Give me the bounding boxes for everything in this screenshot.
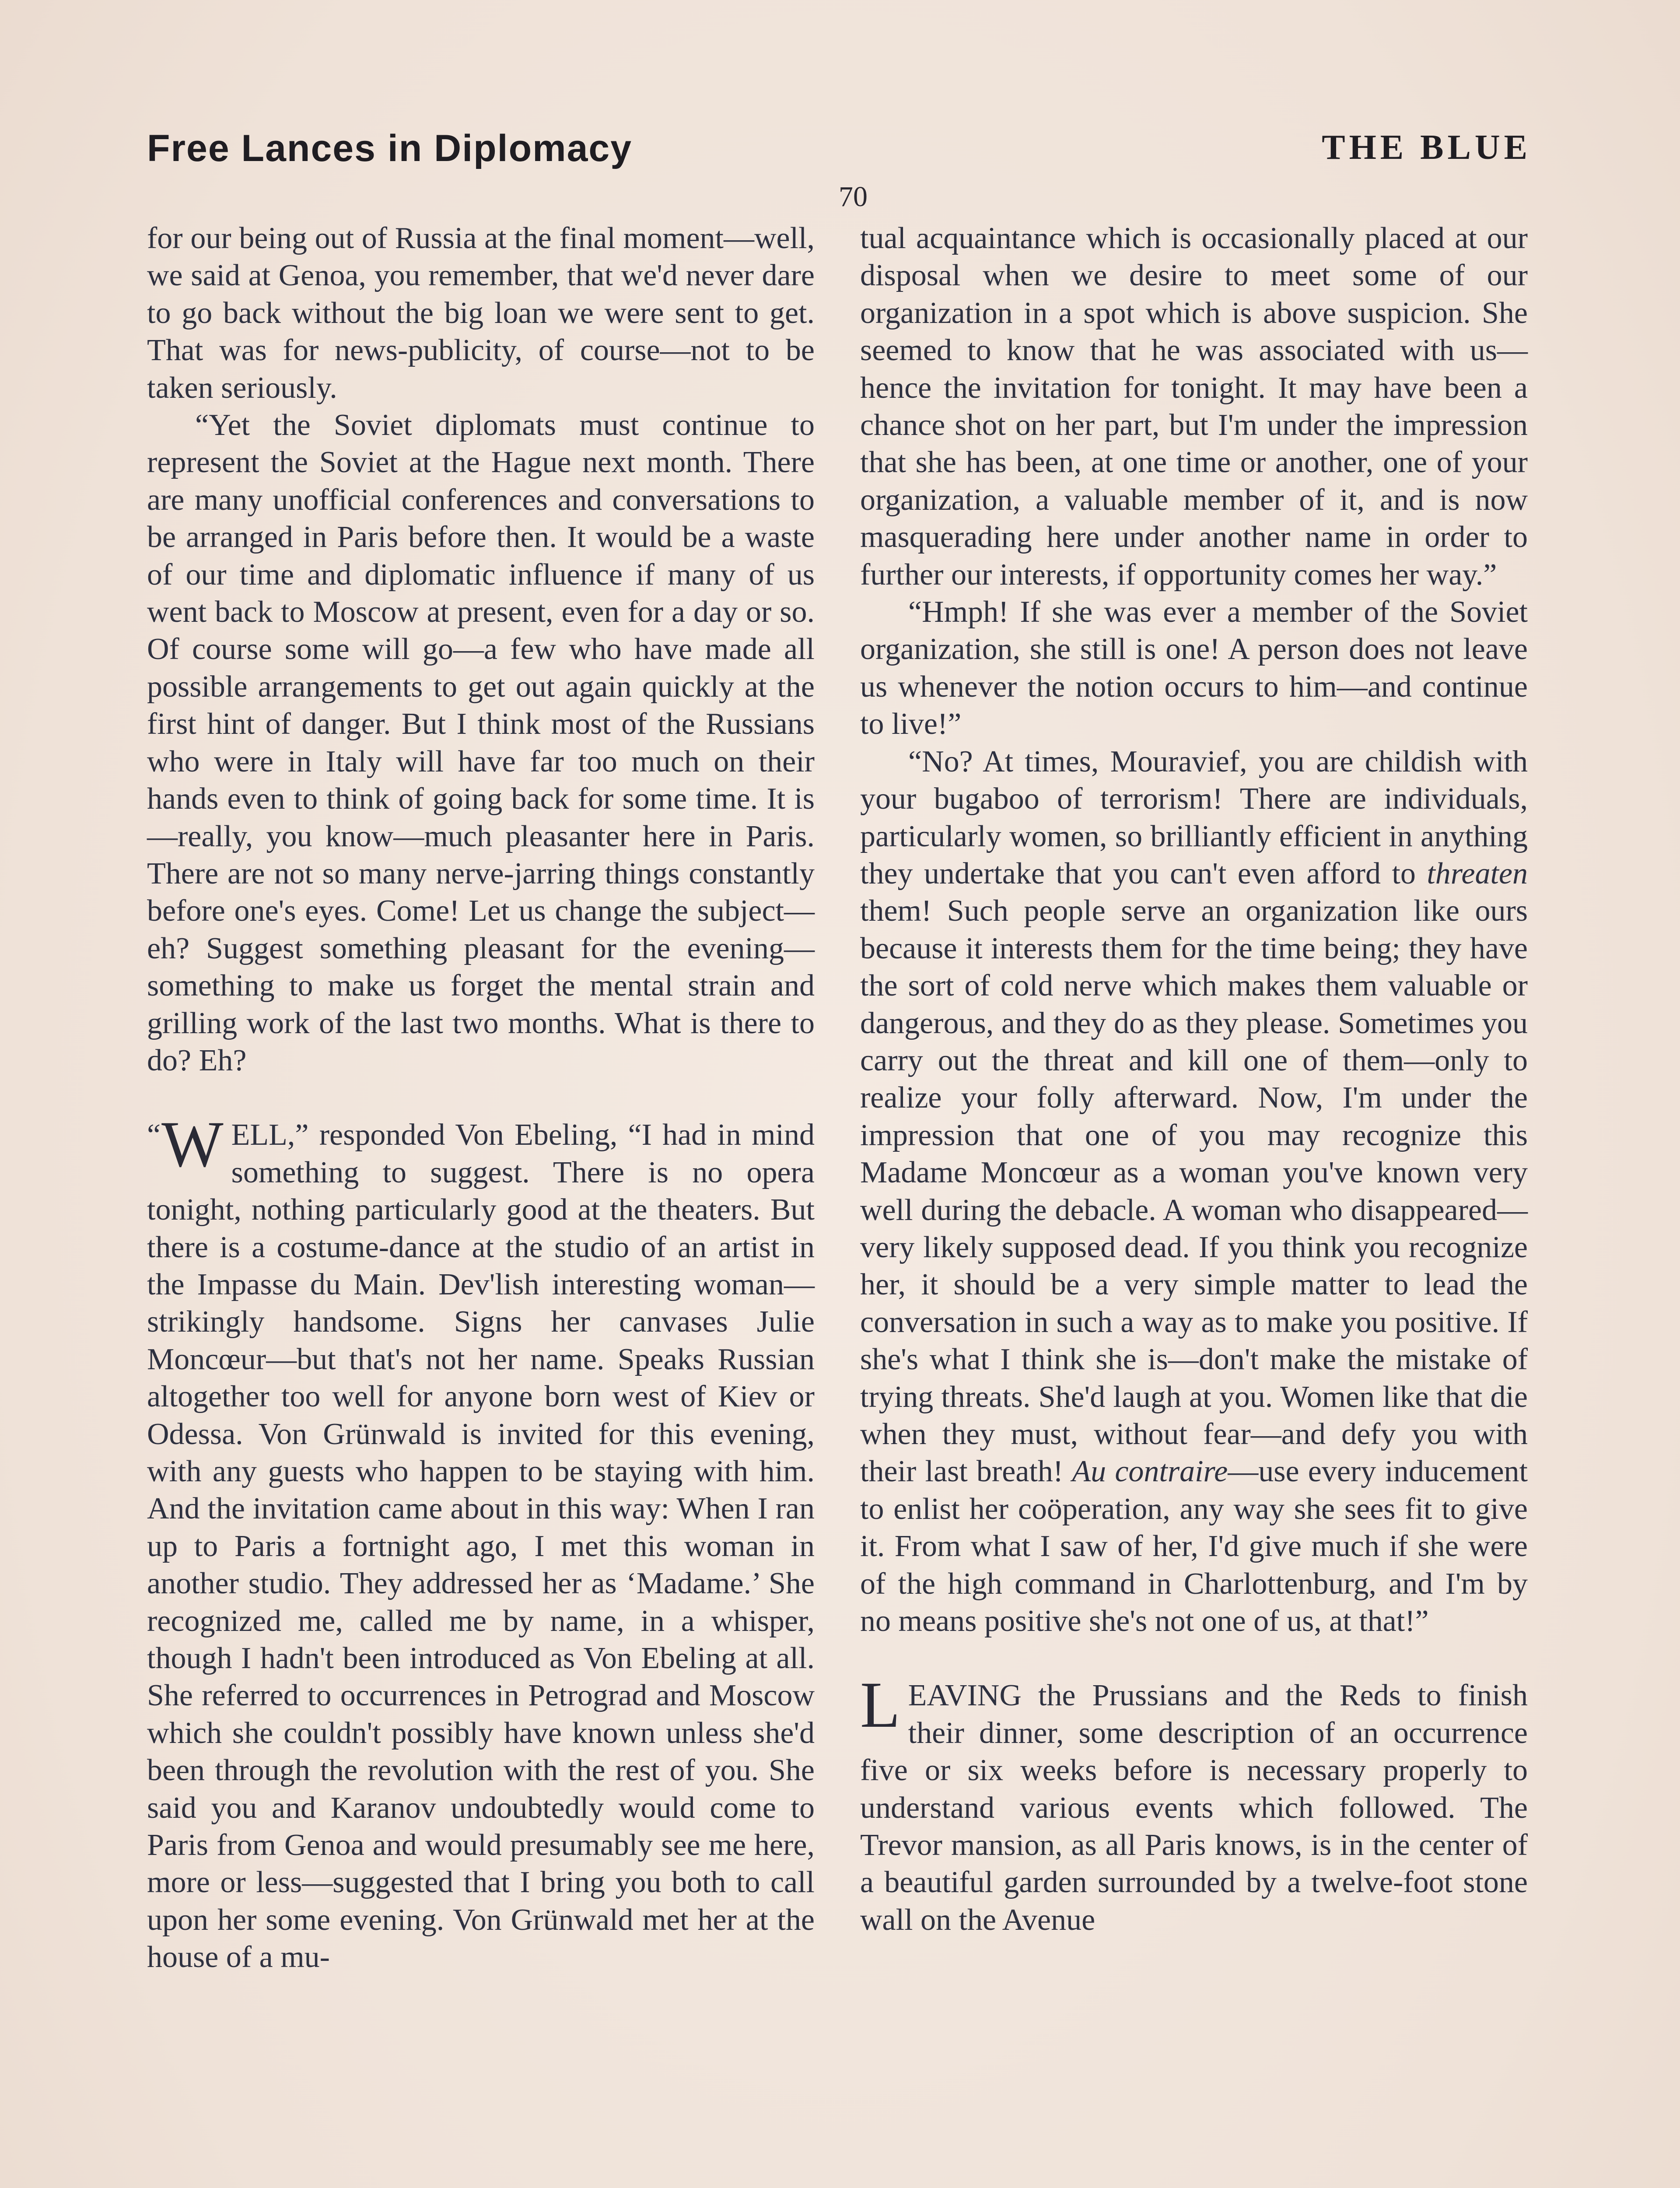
- drop-cap: W: [161, 1108, 224, 1181]
- paragraph-text: ELL,” responded Von Ebeling, “I had in mind something to suggest. There is no opera tonight, nothing particularly good at the theaters. But there is a costume-dance at the studio of an artist in the Impasse du Main. Dev'lish interesting woman—strikingly handsome. Signs her canvases Julie Moncœur—but that's not her name. Speaks Russian altogether too well for anyone born west of Kiev or Odessa. Von Grünwald is invited for this evening, with any guests who happen to be staying with him. And the invitation came about in this way: When I ran up to Paris a fortnight ago, I met this woman in another studio. They addressed her as ‘Madame.’ She recognized me, called me by name, in a whisper, though I hadn't been introduced as Von Ebeling at all. She referred to occurrences in Petrograd and Moscow which she couldn't possibly have known unless she'd been through the revolution with the rest of you. She said you and Karanov undoubtedly would come to Paris from Genoa and would presumably see me here, more or less—suggested that I bring you both to call upon her some evening. Von Grünwald met her at the house of a mu-: [147, 1118, 815, 1974]
- section-paragraph: [860, 1669, 1528, 1939]
- running-title: Free Lances in Diplomacy: [147, 127, 633, 169]
- paragraph: for our being out of Russia at the final moment—well, we said at Genoa, you remember, that we'd never dare to go back without the big loan we were sent to get. That was for news-publicity, of course—not to be taken seriously.: [147, 221, 815, 405]
- paragraph: [860, 743, 1528, 1640]
- paragraph-text: “No? At times, Mouravief, you are childish with your bugaboo of terrorism! There are individuals, particularly women, so brilliantly efficient in anything they undertake that you can't even afford to: [860, 744, 1528, 891]
- paragraph: “Yet the Soviet diplomats must continue to represent the Soviet at the Hague next month. There are many unofficial conferences and conversations to be arranged in Paris before then. It would be a waste of our time and diplomatic influence if many of us went back to Moscow at present, even for a day or so. Of course some will go—a few who have made all possible arrangements to get out again quickly at the first hint of danger. But I think most of the Russians who were in Italy will have far too much on their hands even to think of going back for some time. It is—really, you know—much pleasanter here in Paris. There are not so many nerve-jarring things constantly before one's eyes. Come! Let us change the subject—eh? Suggest something pleasant for the evening—something to make us forget the mental strain and grilling work of the last two months. What is there to do? Eh?: [147, 408, 815, 1077]
- paragraph-text: EAVING the Prussians and the Reds to finish their dinner, some description of an occurrence five or six weeks before is necessary properly to understand various events which followed. The Trevor mansion, as all Paris knows, is in the center of a beautiful garden surrounded by a twelve-foot stone wall on the Avenue: [860, 1679, 1528, 1937]
- opening-quote: “: [147, 1118, 161, 1152]
- paragraph: “Hmph! If she was ever a member of the Soviet organization, she still is one! A person does not leave us whenever the notion occurs to him—and continue to live!”: [860, 595, 1528, 741]
- emphasis: threaten: [1427, 856, 1528, 891]
- page-number: 70: [839, 181, 868, 213]
- drop-cap: L: [860, 1669, 900, 1742]
- paragraph-text: them! Such people serve an organization like ours because it interests them for the time being; they have the sort of cold nerve which makes them valuable or dangerous, and they do as they please. Sometimes you carry out the threat and kill one of them—only to realize your folly afterward. Now, I'm under the impression that one of you may recognize this Madame Moncœur as a woman you've known very well during the debacle. A woman who disappeared—very likely supposed dead. If you think you recognize her, it should be a very simple matter to lead the conversation in such a way as to make you positive. If she's what I think she is—don't make the mistake of trying threats. She'd laugh at you. Women like that die when they must, without fear—and defy you with their last breath!: [860, 894, 1528, 1489]
- emphasis: Au contraire: [1072, 1455, 1228, 1489]
- right-column: [860, 220, 1528, 1939]
- paragraph: tual acquaintance which is occasionally placed at our disposal when we desire to meet some of our organization in a spot which is above suspicion. She seemed to know that he was associated with us—hence the invitation for tonight. It may have been a chance shot on her part, but I'm under the impression that she has been, at one time or another, one of your organization, a valuable member of it, and is now masquerading here under another name in order to further our interests, if opportunity comes her way.”: [860, 221, 1528, 592]
- paragraph-text: —use every inducement to enlist her coöperation, any way she sees fit to give it. From what I saw of her, I'd give much if she were of the high command in Charlottenburg, and I'm by no means positive she's not one of us, at that!”: [860, 1455, 1528, 1638]
- left-column: [147, 220, 815, 1976]
- section-paragraph: [147, 1108, 815, 1976]
- magazine-name: THE BLUE: [1322, 128, 1531, 167]
